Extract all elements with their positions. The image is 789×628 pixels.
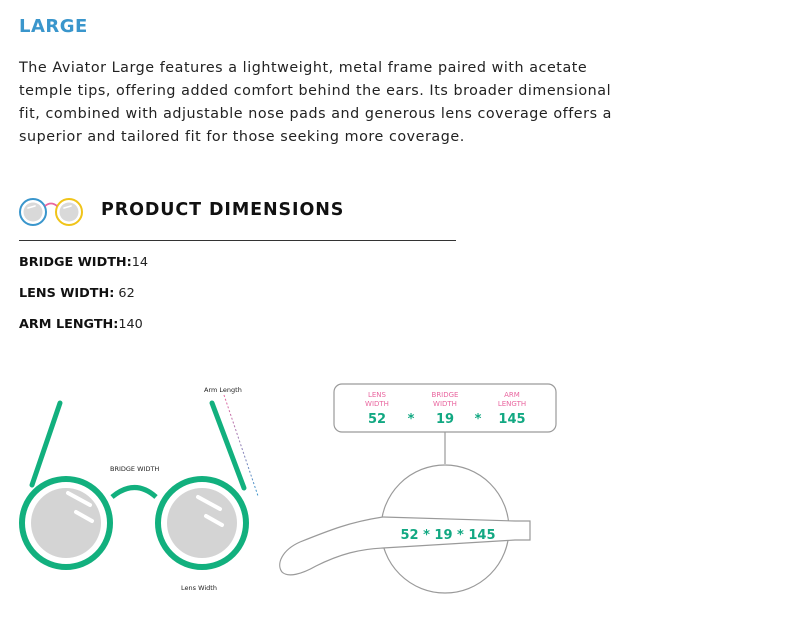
spec-label: ARM LENGTH: bbox=[19, 317, 119, 332]
tag-bridge-label-2: WIDTH bbox=[433, 400, 457, 408]
bridge bbox=[112, 488, 156, 498]
temple-tip bbox=[280, 517, 383, 575]
tag-arm-value: 145 bbox=[498, 412, 526, 427]
front-view-diagram bbox=[0, 370, 290, 610]
tag-bridge-label: BRIDGE bbox=[431, 391, 459, 399]
tag-arm-label: ARM bbox=[504, 391, 520, 399]
tag-lens-label: LENS bbox=[367, 391, 387, 399]
section-divider bbox=[19, 240, 456, 241]
bridge-width-label: BRIDGE WIDTH bbox=[110, 465, 160, 473]
tag-lens-value: 52 bbox=[367, 412, 387, 427]
spec-label: LENS WIDTH: bbox=[19, 286, 115, 301]
spec-value: 14 bbox=[131, 255, 149, 270]
lens-width-label: Lens Width bbox=[181, 584, 217, 592]
glasses-icon bbox=[18, 196, 86, 228]
spec-bridge-width bbox=[19, 255, 148, 270]
tag-bridge-value: 19 bbox=[435, 412, 455, 427]
spec-label: BRIDGE WIDTH: bbox=[19, 255, 132, 270]
tag-separator: * bbox=[407, 412, 415, 427]
spec-value: 62 bbox=[118, 286, 135, 301]
right-arm bbox=[212, 403, 244, 488]
product-description: The Aviator Large features a lightweight, metal frame paired with acetate temple tips, offering added comfort behind the ears. Its broader dimensional fit, combined with adjustable nose pads and generous lens coverage offers a superior and tailored fit for those seeking more coverage. bbox=[19, 60, 612, 145]
left-arm bbox=[32, 403, 60, 485]
size-title: LARGE bbox=[19, 16, 88, 37]
tag-arm-label-2: LENGTH bbox=[497, 400, 527, 408]
side-view-diagram bbox=[270, 380, 570, 600]
temple-print: 52 * 19 * 145 bbox=[400, 528, 496, 543]
tag-separator-2: * bbox=[474, 412, 482, 427]
product-dimensions-heading: PRODUCT DIMENSIONS bbox=[101, 200, 345, 220]
spec-value: 140 bbox=[118, 317, 143, 332]
spec-lens-width bbox=[19, 286, 135, 301]
spec-arm-length bbox=[19, 317, 143, 332]
tag-lens-label-2: WIDTH bbox=[365, 400, 389, 408]
arm-length-label: Arm Length bbox=[204, 386, 242, 394]
